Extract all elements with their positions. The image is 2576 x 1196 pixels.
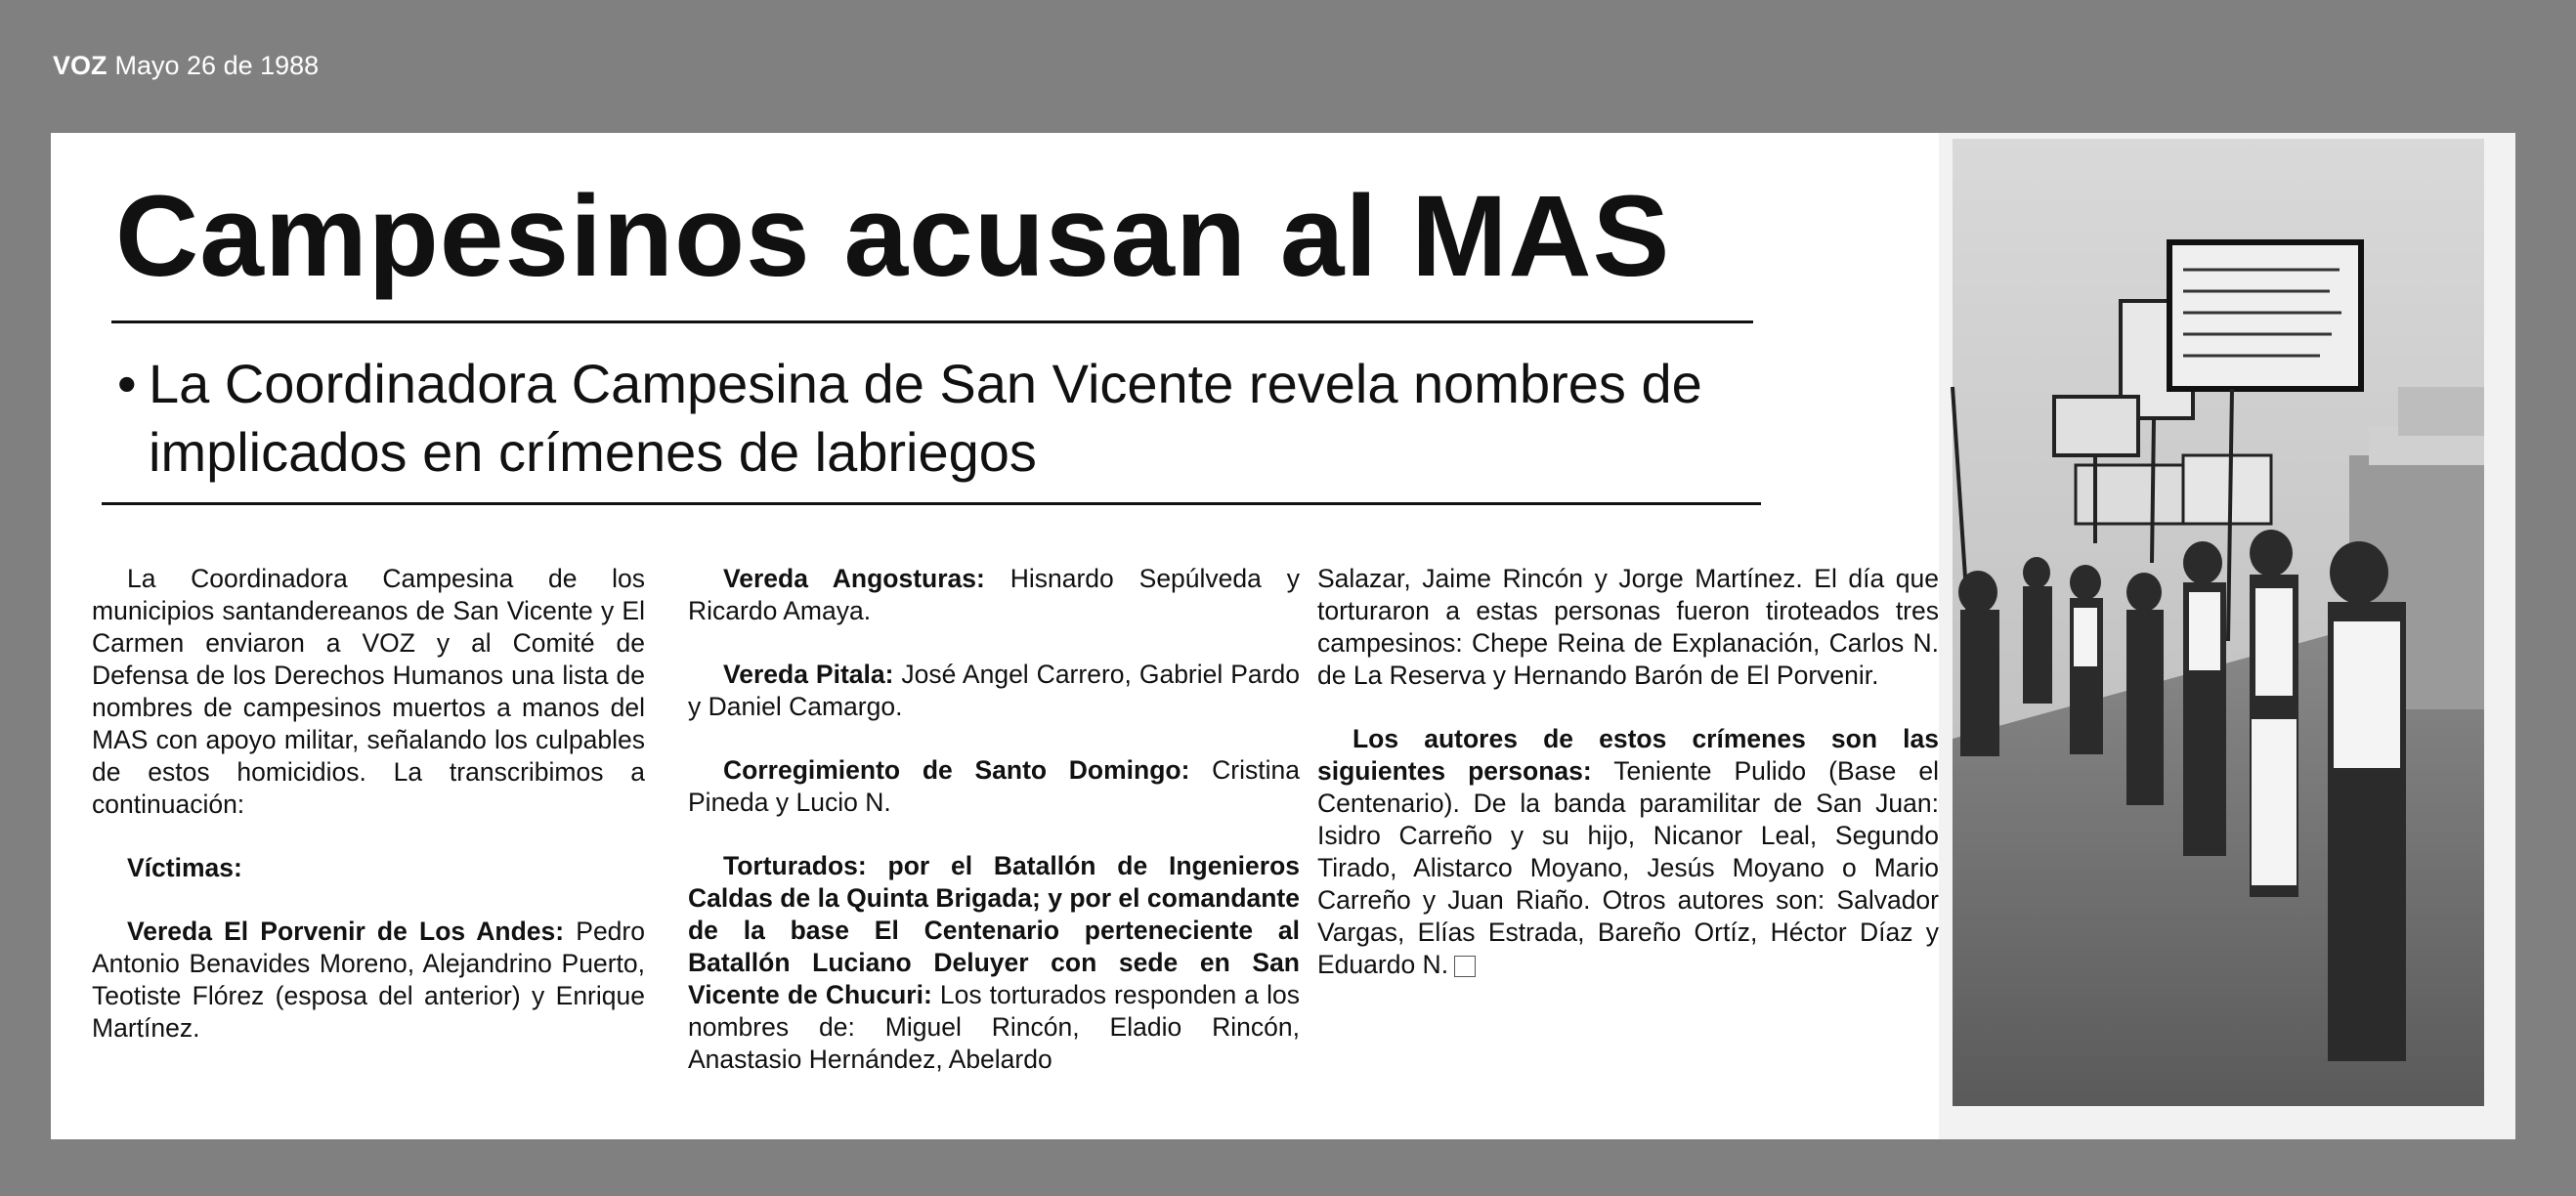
newspaper-name: VOZ bbox=[53, 51, 107, 80]
intro-paragraph: La Coordinadora Campesina de los municipios santandereanos de San Vicente y El Carmen enviaron a VOZ y al Comité de Defensa de los Derechos Humanos una lista de nombres de campesinos muertos a manos del MAS con apoyo militar, señalando los culpables de estos homicidios. La transcribimos a continuación: bbox=[92, 564, 645, 819]
perpetrators-paragraph bbox=[1317, 723, 1939, 981]
bullet-icon: • bbox=[117, 353, 137, 414]
end-mark-icon bbox=[1454, 956, 1476, 977]
news-photo bbox=[1939, 133, 2515, 1139]
tortured-paragraph bbox=[688, 850, 1300, 1076]
publication-date: Mayo 26 de 1988 bbox=[114, 51, 320, 80]
tortured-label: Torturados: por el Batallón de Ingenieros Caldas de la Quinta Brigada; y por el comandante de la base El Centenario perteneciente al Batallón Luciano Deluyer con sede en San Vicente de Chucuri: bbox=[688, 851, 1300, 1009]
article-headline: Campesinos acusan al MAS bbox=[115, 172, 1671, 301]
protest-march-photo bbox=[1939, 133, 2515, 1139]
pitala-label: Vereda Pitala: bbox=[723, 660, 894, 689]
porvenir-label: Vereda El Porvenir de Los Andes: bbox=[127, 917, 565, 946]
headline-divider bbox=[111, 320, 1753, 323]
santo-domingo-paragraph bbox=[688, 754, 1300, 819]
news-clipping bbox=[51, 133, 2515, 1139]
article-subhead bbox=[117, 350, 1779, 487]
victims-label: Víctimas: bbox=[127, 853, 242, 882]
article-column-2 bbox=[688, 563, 1300, 1107]
santo-domingo-label: Corregimiento de Santo Domingo: bbox=[723, 755, 1190, 785]
subhead-text: La Coordinadora Campesina de San Vicente revela nombres de implicados en crímenes de labriegos bbox=[149, 353, 1702, 483]
santo-domingo-names: Cristina Pineda y Lucio N. bbox=[688, 755, 1300, 817]
pitala-names: José Angel Carrero, Gabriel Pardo y Daniel Camargo. bbox=[688, 660, 1300, 721]
article-column-1 bbox=[92, 563, 645, 1076]
angosturas-names: Hisnardo Sepúlveda y Ricardo Amaya. bbox=[688, 564, 1300, 625]
perpetrators-names: Teniente Pulido (Base el Centenario). De la banda paramilitar de San Juan: Isidro Carreño y su hijo, Nicanor Leal, Segundo Tirado, Alistarco Moyano, Jesús Moyano o Mario Carreño y Juan Riaño. Otros autores son: Salvador Vargas, Elías Estrada, Bareño Ortíz, Héctor Díaz y Eduardo N. bbox=[1317, 756, 1939, 979]
continuation-paragraph: Salazar, Jaime Rincón y Jorge Martínez. El día que torturaron a estas personas fueron tiroteados tres campesinos: Chepe Reina de Explanación, Carlos N. de La Reserva y Hernando Barón de El Porvenir. bbox=[1317, 564, 1939, 690]
angosturas-paragraph bbox=[688, 563, 1300, 627]
masthead bbox=[53, 51, 319, 81]
porvenir-paragraph bbox=[92, 916, 645, 1045]
porvenir-names: Pedro Antonio Benavides Moreno, Alejandrino Puerto, Teotiste Flórez (esposa del anterior) y Enrique Martínez. bbox=[92, 917, 645, 1043]
angosturas-label: Vereda Angosturas: bbox=[723, 564, 985, 593]
subhead-divider bbox=[102, 502, 1761, 505]
tortured-names: Los torturados responden a los nombres de: Miguel Rincón, Eladio Rincón, Anastasio Hernández, Abelardo bbox=[688, 980, 1300, 1074]
victims-heading bbox=[92, 852, 645, 884]
pitala-paragraph bbox=[688, 659, 1300, 723]
perpetrators-label: Los autores de estos crímenes son las siguientes personas: bbox=[1317, 724, 1939, 786]
article-column-3 bbox=[1317, 563, 1939, 1012]
